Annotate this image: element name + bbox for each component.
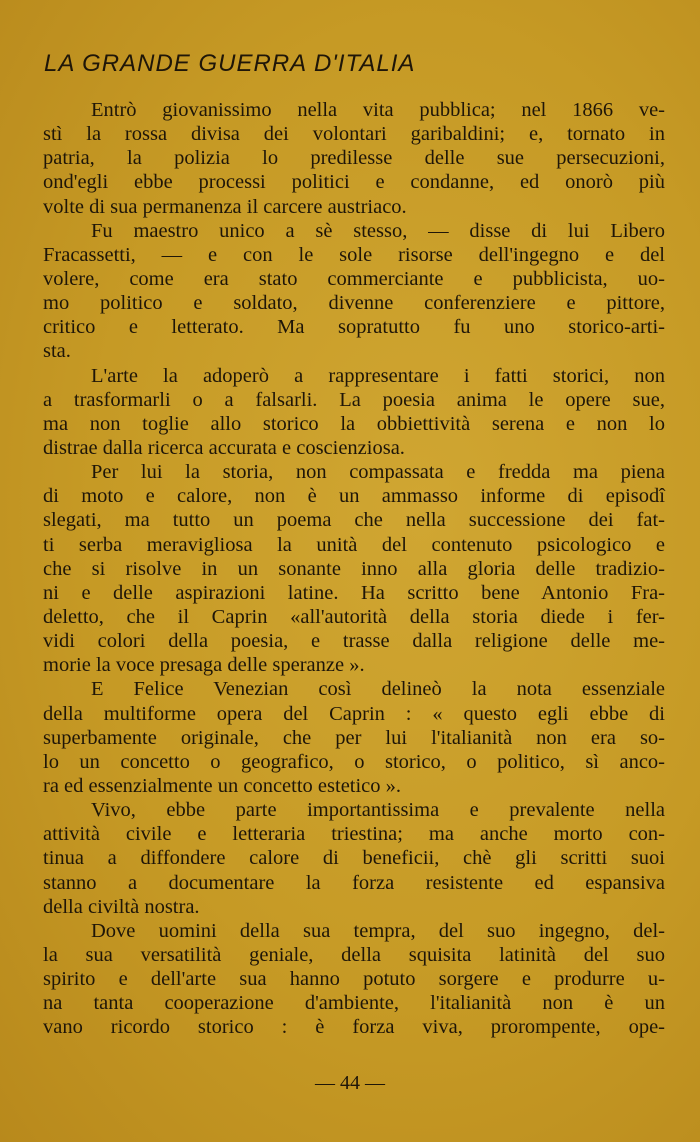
text-line: vano ricordo storico : è forza viva, prorompente, ope- — [43, 1016, 665, 1039]
text-line: Vivo, ebbe parte importantissima e prevalente nella — [91, 799, 665, 822]
text-line: ni e delle aspirazioni latine. Ha scritto bene Antonio Fra- — [43, 581, 665, 604]
text-line: la sua versatilità geniale, della squisita latinità del suo — [43, 943, 665, 966]
text-line: della multiforme opera del Caprin : « questo egli ebbe di — [43, 702, 665, 725]
paragraph — [43, 219, 665, 364]
paragraph — [43, 798, 665, 919]
text-line: Per lui la storia, non compassata e fredda ma piena — [91, 461, 665, 484]
text-line: stanno a documentare la forza resistente ed espansiva — [43, 871, 665, 894]
text-line: Fracassetti, — e con le sole risorse dell'ingegno e del — [43, 243, 665, 266]
text-line: slegati, ma tutto un poema che nella successione dei fat- — [43, 509, 665, 532]
paragraph — [43, 677, 665, 798]
body-text — [43, 98, 665, 1039]
text-line: ti serba meravigliosa la unità del contenuto psicologico e — [43, 533, 665, 556]
text-line: di moto e calore, non è un ammasso informe di episodî — [43, 485, 665, 508]
text-line: vidi colori della poesia, e trasse dalla religione delle me- — [43, 630, 665, 653]
text-line: attività civile e letteraria triestina; ma anche morto con- — [43, 823, 665, 846]
text-line: E Felice Venezian così delineò la nota essenziale — [91, 678, 665, 701]
text-line: sta. — [43, 340, 71, 363]
text-line: volte di sua permanenza il carcere austriaco. — [43, 195, 407, 218]
text-line: a trasformarli o a falsarli. La poesia anima le opere sue, — [43, 388, 665, 411]
text-line: na tanta cooperazione d'ambiente, l'italianità non è un — [43, 992, 665, 1015]
text-line: tinua a diffondere calore di beneficii, chè gli scritti suoi — [43, 847, 665, 870]
text-line: lo un concetto o geografico, o storico, o politico, sì anco- — [43, 750, 665, 773]
text-line: Fu maestro unico a sè stesso, — disse di lui Libero — [91, 219, 665, 242]
text-line: morie la voce presaga delle speranze ». — [43, 654, 365, 677]
text-line: spirito e dell'arte sua hanno potuto sorgere e produrre u- — [43, 968, 665, 991]
text-line: mo politico e soldato, divenne conferenziere e pittore, — [43, 292, 665, 315]
paragraph — [43, 98, 665, 219]
paragraph — [43, 919, 665, 1040]
text-line: ma non toglie allo storico la obbiettività serena e non lo — [43, 412, 665, 435]
text-line: L'arte la adoperò a rappresentare i fatti storici, non — [91, 364, 665, 387]
text-line: che si risolve in un sonante inno alla gloria delle tradizio- — [43, 557, 665, 580]
text-line: distrae dalla ricerca accurata e coscienziosa. — [43, 436, 405, 459]
paragraph — [43, 460, 665, 677]
text-line: Entrò giovanissimo nella vita pubblica; nel 1866 ve- — [91, 99, 665, 121]
text-line: ra ed essenzialmente un concetto estetico ». — [43, 774, 402, 797]
running-head: LA GRANDE GUERRA D'ITALIA — [44, 50, 416, 77]
paragraph — [43, 364, 665, 461]
text-line: volere, come era stato commerciante e pubblicista, uo- — [43, 267, 665, 290]
page-number: — 44 — — [315, 1072, 385, 1094]
text-line: critico e letterato. Ma sopratutto fu uno storico-arti- — [43, 316, 665, 339]
text-line: superbamente originale, che per lui l'italianità non era so- — [43, 726, 665, 749]
text-line: ond'egli ebbe processi politici e condanne, ed onorò più — [43, 171, 665, 194]
text-line: Dove uomini della sua tempra, del suo ingegno, del- — [91, 919, 665, 942]
text-line: stì la rossa divisa dei volontari garibaldini; e, tornato in — [43, 123, 665, 146]
text-line: della civiltà nostra. — [43, 895, 200, 918]
text-line: deletto, che il Caprin «all'autorità della storia diede i fer- — [43, 605, 665, 628]
text-line: patria, la polizia lo predilesse delle sue persecuzioni, — [43, 147, 665, 170]
